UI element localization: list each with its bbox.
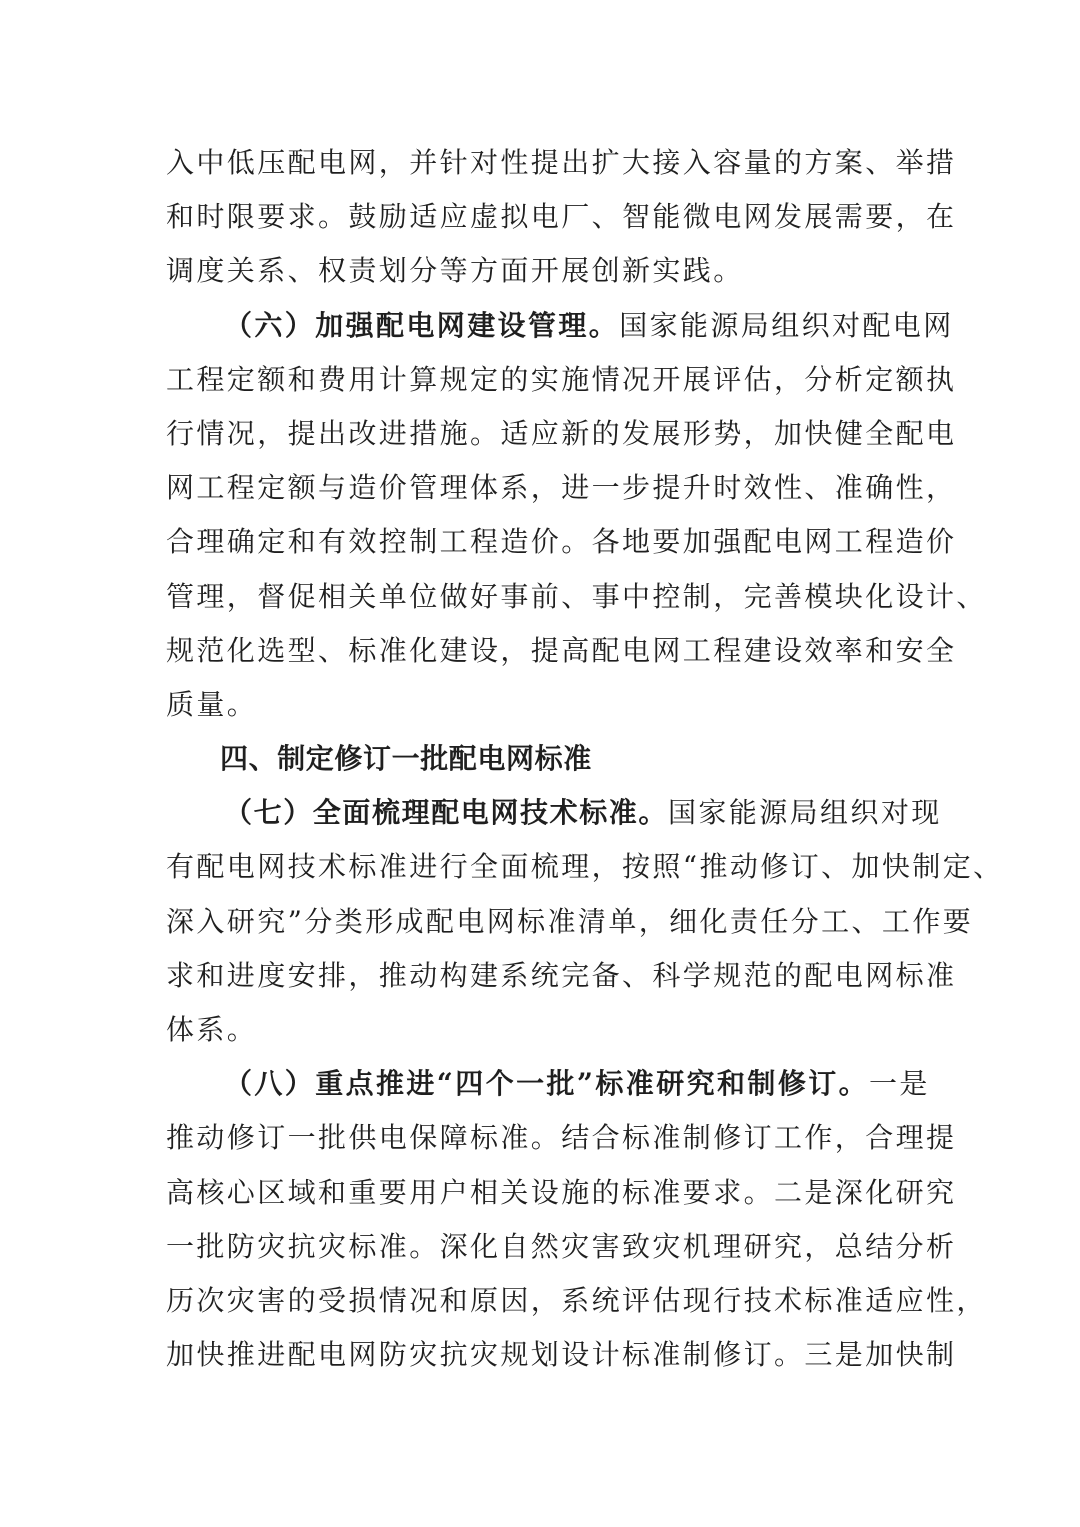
paragraph-line: 有配电网技术标准进行全面梳理，按照“推动修订、加快制定、 <box>166 850 1004 884</box>
paragraph-line <box>166 1057 930 1111</box>
paragraph-line: 和时限要求。鼓励适应虚拟电厂、智能微电网发展需要，在 <box>166 200 957 234</box>
paragraph-line: 质量。 <box>166 687 258 721</box>
paragraph-line: 加快推进配电网防灾抗灾规划设计标准制修订。三是加快制 <box>166 1338 957 1372</box>
section-lead: （七）全面梳理配电网技术标准。 <box>224 796 669 830</box>
paragraph-line: 推动修订一批供电保障标准。结合标准制修订工作，合理提 <box>166 1121 957 1155</box>
paragraph-line: 规范化选型、标准化建设，提高配电网工程建设效率和安全 <box>166 633 957 667</box>
paragraph-text: 国家能源局组织对现 <box>668 796 942 830</box>
paragraph-line: 合理确定和有效控制工程造价。各地要加强配电网工程造价 <box>166 525 957 559</box>
paragraph-line: 高核心区域和重要用户相关设施的标准要求。二是深化研究 <box>166 1175 957 1209</box>
paragraph-line: 求和进度安排，推动构建系统完备、科学规范的配电网标准 <box>166 958 957 992</box>
paragraph-line: 深入研究”分类形成配电网标准清单，细化责任分工、工作要 <box>166 904 974 938</box>
paragraph-line: 行情况，提出改进措施。适应新的发展形势，加快健全配电 <box>166 416 957 450</box>
paragraph-line: 调度关系、权责划分等方面开展创新实践。 <box>166 254 744 288</box>
paragraph-line: 入中低压配电网，并针对性提出扩大接入容量的方案、举措 <box>166 146 957 179</box>
section-heading: 四、制定修订一批配电网标准 <box>220 742 592 776</box>
paragraph-text: 国家能源局组织对配电网 <box>619 308 954 342</box>
paragraph-line <box>166 786 942 840</box>
paragraph-line <box>166 299 954 353</box>
section-lead: （八）重点推进“四个一批”标准研究和制修订。 <box>224 1067 870 1101</box>
paragraph-line: 历次灾害的受损情况和原因，系统评估现行技术标准适应性， <box>166 1283 987 1317</box>
section-lead: （六）加强配电网建设管理。 <box>224 308 620 342</box>
document-body <box>166 136 1004 1382</box>
paragraph-line: 网工程定额与造价管理体系，进一步提升时效性、准确性， <box>166 471 957 505</box>
paragraph-line: 管理，督促相关单位做好事前、事中控制，完善模块化设计、 <box>166 579 987 613</box>
paragraph-text: 一是 <box>869 1067 930 1101</box>
paragraph-line: 工程定额和费用计算规定的实施情况开展评估，分析定额执 <box>166 362 957 396</box>
paragraph-line: 体系。 <box>166 1013 258 1046</box>
paragraph-line: 一批防灾抗灾标准。深化自然灾害致灾机理研究，总结分析 <box>166 1229 957 1263</box>
